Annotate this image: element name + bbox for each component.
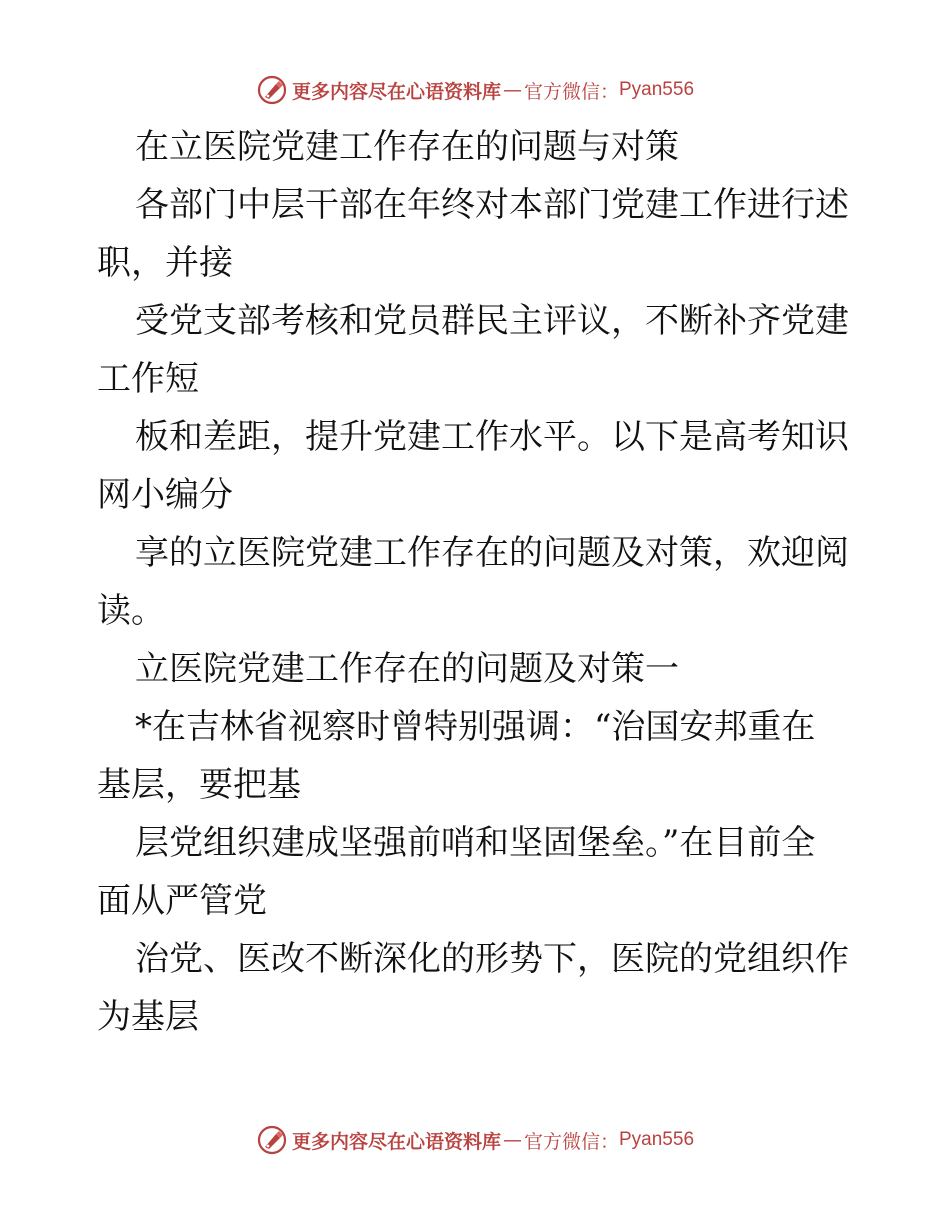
text-line: 基层，要把基: [97, 765, 301, 805]
text-line: 层党组织建成坚强前哨和坚固堡垒。”在目前全: [135, 823, 816, 863]
text-line: 板和差距，提升党建工作水平。以下是高考知识: [135, 417, 849, 457]
text-line: 为基层: [97, 997, 199, 1037]
document-body: [97, 118, 857, 1046]
text-line: 工作短: [97, 359, 199, 399]
text-line: 立医院党建工作存在的问题及对策一: [135, 649, 679, 689]
footer-sub-text: 官方微信：: [523, 1130, 619, 1153]
text-line: 网小编分: [97, 475, 233, 515]
header-wechat-id: Pyan556: [619, 79, 695, 100]
text-line: *在吉林省视察时曾特别强调：“治国安邦重在: [135, 707, 816, 747]
text-line: 各部门中层干部在年终对本部门党建工作进行述: [135, 185, 849, 225]
text-line: 在立医院党建工作存在的问题与对策: [135, 127, 679, 167]
text-line: 治党、医改不断深化的形势下，医院的党组织作: [135, 939, 849, 979]
pen-nib-logo-icon: [256, 1124, 288, 1156]
header-separator: —: [502, 79, 522, 101]
text-line: 职，并接: [97, 243, 233, 283]
text-line: 享的立医院党建工作存在的问题及对策，欢迎阅: [135, 533, 849, 573]
header-brand-text: 更多内容尽在心语资料库: [291, 80, 501, 103]
footer-wechat-id: Pyan556: [619, 1129, 695, 1150]
footer-watermark: [0, 1120, 950, 1160]
footer-separator: —: [502, 1129, 522, 1151]
header-watermark: [0, 70, 950, 110]
text-line: 读。: [97, 591, 165, 631]
pen-nib-logo-icon: [256, 74, 288, 106]
header-sub-text: 官方微信：: [523, 80, 619, 103]
text-line: 面从严管党: [97, 881, 267, 921]
footer-brand-text: 更多内容尽在心语资料库: [291, 1130, 501, 1153]
text-line: 受党支部考核和党员群民主评议，不断补齐党建: [135, 301, 849, 341]
